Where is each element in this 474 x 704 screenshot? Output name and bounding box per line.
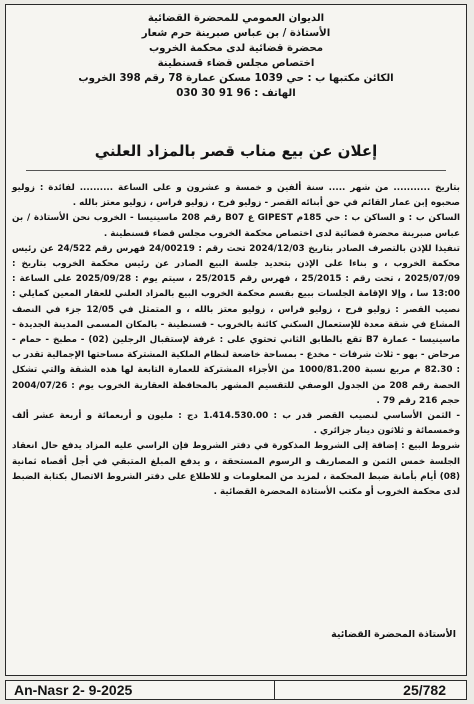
announcement-body bbox=[12, 181, 460, 500]
announcement-sheet bbox=[5, 4, 467, 676]
paragraph-residence: الساكن ب : و الساكن ب : حي 185م GIPEST ع B07 رقم 208 ماسينيسا - الخروب نحن الأستاذة / بن عباس صبرينة محضرة قضائية لدى اختصاص محكمة الخروب مجلس قضاء قسنطينة . bbox=[12, 213, 461, 239]
paragraph-sale-conditions: شروط البيع : إضافة إلى الشروط المذكورة في دفتر الشروط فإن الراسي عليه المزاد يدفع حال انعقاد الجلسة خمس الثمن و المصاريف و الرسوم المستحقة ، و يدفع المبلغ المتبقي في أجل أقصاه ثمانية (08) أيام بأمانة ضبط المحكمة ، لمزيد من المعلومات و للاطلاع على دفتر الشروط الاتصال بكتابة الضبط لدى محكمة الخروب أو مكتب الأستاذة المحضرة القضائية . bbox=[12, 441, 460, 498]
publication-date: An-Nasr 2- 9-2025 bbox=[14, 682, 133, 698]
paragraph-date-beneficiary: بتاريخ ........... من شهر ..... سنة ألفين و خمسة و عشرون و على الساعة .......... لفائدة : زوليو صحبوه إبن عمار القائم في حق أبنائه القصر - زوليو فرح ، زوليو فراس ، زوليو معتز بالله . bbox=[12, 183, 460, 209]
publication-footer bbox=[5, 680, 467, 700]
title-divider bbox=[26, 170, 446, 171]
header-line-phone: الهاتف : 96 91 30 030 bbox=[176, 88, 296, 99]
footer-divider bbox=[274, 681, 275, 699]
header-line-court: محضرة قضائية لدى محكمة الخروب bbox=[148, 43, 324, 54]
signature: الأستاذة المحضرة القضائية bbox=[331, 629, 456, 640]
announcement-title: إعلان عن بيع مناب قصر بالمزاد العلني bbox=[94, 142, 378, 160]
header-line-jurisdiction: اختصاص مجلس قضاء قسنطينة bbox=[157, 58, 315, 69]
header-line-address: الكائن مكتبها ب : حي 1039 مسكن عمارة 78 رقم 398 الخروب bbox=[78, 73, 394, 84]
header-line-office: الديوان العمومي للمحضرة القضائية bbox=[147, 13, 325, 24]
header-line-name: الأستاذة / بن عباس صبرينة حرم شعار bbox=[141, 28, 331, 39]
paragraph-sale-details: تنفيذا للإذن بالتصرف الصادر بتاريخ 2024/12/03 تحت رقم : 24/00219 فهرس رقم 24/522 عن رئيس محكمة الخروب ، و بناءا على الإذن بتحديد جلسة البيع الصادر عن رئيس محكمة الخروب بتاريخ : 2025/07/09 ، تحت رقم : 25/2015 ، فهرس رقم 25/2015 ، سيتم يوم : 2025/09/28 على الساعة : 13:00 سا ، وإلا الإقامة الجلسات ببيع بقسم محكمة الخروب البيع بالمزاد العلني للعقار المعين كمايلي : نصيب القصر : زوليو فرح ، زوليو فراس ، زوليو معتز بالله ، و المتمثل في 12/05 جزء في النصف المشاع في شقة معدة للإستعمال السكني كائنة بالخروب - قسنطينة - بالمكان المسمى المدينة الجديدة - ماسينيسا - عمارة B7 تقع بالطابق الثاني تحتوي على : غرفة لإستقبال الرجلين (02) - مطبخ - حمام - مرحاض - بهو - ثلاث شرفات - مخدع - بمساحة خاضعة لنظام الملكية المشتركة مساحتها الإجمالية تقدر ب : 82.30 م مربع نسبة 1000/81.200 من الأجزاء المشتركة للعمارة التابعة لها هذه الشقة والتي تشكل الحصة رقم 208 من الجدول الوصفي للتقسيم المشهر بالمحافظة العقارية الخروب يوم : 2004/07/26 حجم 216 رقم 79 . bbox=[12, 243, 461, 406]
paragraph-base-price: - الثمن الأساسي لنصيب القصر قدر ب : 1.414.530.00 دج : مليون و أربعمائة و أربعة عشر ألف وخمسمائة و ثلاثون دينار جزائري . bbox=[12, 411, 460, 437]
bailiff-header bbox=[14, 11, 458, 101]
publication-number: 25/782 bbox=[403, 682, 446, 698]
